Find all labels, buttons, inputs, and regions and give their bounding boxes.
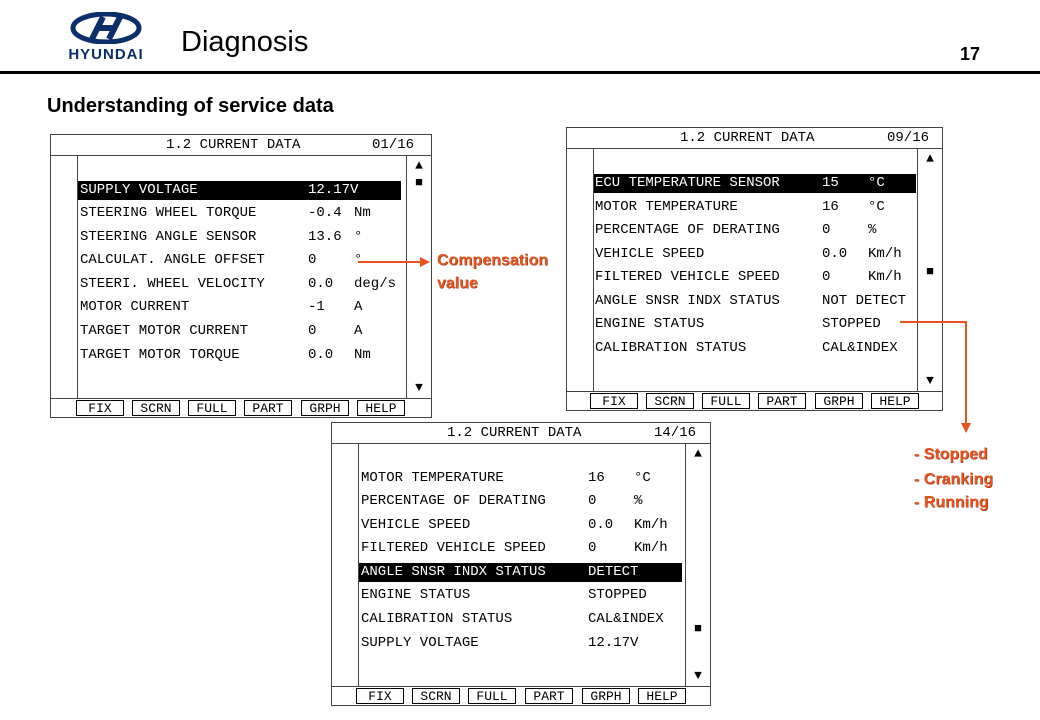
screen-title: 1.2 CURRENT DATA (680, 130, 815, 146)
row-value: CAL&INDEX (588, 611, 664, 627)
scrn-button[interactable]: SCRN (412, 688, 460, 704)
row-value: -1 (308, 299, 325, 315)
full-button[interactable]: FULL (468, 688, 516, 704)
scroll-up-arrow-icon[interactable]: ▲ (926, 151, 934, 166)
row-label: ANGLE SNSR INDX STATUS (361, 564, 546, 580)
row-unit: °C (634, 470, 651, 486)
row-value: 0 (588, 493, 597, 509)
scroll-thumb[interactable]: ■ (415, 175, 423, 190)
row-label: PERCENTAGE OF DERATING (595, 222, 780, 238)
brand-name: HYUNDAI (68, 46, 144, 63)
row-label: ENGINE STATUS (595, 316, 705, 332)
row-label: VEHICLE SPEED (595, 246, 705, 262)
row-unit: Km/h (868, 269, 902, 285)
screen-title: 1.2 CURRENT DATA (447, 425, 582, 441)
row-label: PERCENTAGE OF DERATING (361, 493, 546, 509)
row-value: 12.17V (308, 182, 359, 198)
compensation-arrow (358, 257, 430, 267)
row-unit: deg/s (354, 276, 397, 292)
row-value: 0.0 (588, 517, 614, 533)
engine-status-option-cranking: - Cranking (914, 471, 994, 488)
fix-button[interactable]: FIX (590, 393, 638, 409)
help-button[interactable]: HELP (357, 400, 405, 416)
help-button[interactable]: HELP (871, 393, 919, 409)
row-label: MOTOR TEMPERATURE (361, 470, 504, 486)
row-unit: % (634, 493, 643, 509)
row-label: TARGET MOTOR TORQUE (80, 347, 240, 363)
screen-page-indicator: 01/16 (372, 137, 415, 153)
row-value: DETECT (588, 564, 639, 580)
row-unit: % (868, 222, 877, 238)
grph-button[interactable]: GRPH (815, 393, 863, 409)
help-button[interactable]: HELP (638, 688, 686, 704)
row-label: CALIBRATION STATUS (595, 340, 747, 356)
scroll-down-arrow-icon[interactable]: ▼ (926, 373, 934, 388)
row-label: TARGET MOTOR CURRENT (80, 323, 249, 339)
row-value: 0 (308, 252, 317, 268)
row-label: FILTERED VEHICLE SPEED (595, 269, 780, 285)
scrn-button[interactable]: SCRN (646, 393, 694, 409)
row-unit: A (354, 323, 363, 339)
row-label: VEHICLE SPEED (361, 517, 471, 533)
row-value: NOT DETECT (822, 293, 907, 309)
row-value: 0 (588, 540, 597, 556)
row-value: STOPPED (822, 316, 881, 332)
engine-status-option-stopped: - Stopped (914, 446, 988, 463)
part-button[interactable]: PART (525, 688, 573, 704)
row-value: 0.0 (822, 246, 848, 262)
row-value: 16 (588, 470, 605, 486)
row-label: CALIBRATION STATUS (361, 611, 513, 627)
page-title: Diagnosis (181, 26, 309, 58)
part-button[interactable]: PART (758, 393, 806, 409)
row-value: 16 (822, 199, 839, 215)
engine-status-arrow (900, 322, 971, 433)
row-label: SUPPLY VOLTAGE (361, 635, 479, 651)
row-label: SUPPLY VOLTAGE (80, 182, 198, 198)
scroll-down-arrow-icon[interactable]: ▼ (415, 380, 423, 395)
row-value: STOPPED (588, 587, 647, 603)
row-value: 0.0 (308, 276, 334, 292)
row-unit: Km/h (634, 517, 668, 533)
compensation-note-line1: Compensation (437, 252, 549, 269)
row-value: 13.6 (308, 229, 342, 245)
section-subtitle: Understanding of service data (47, 95, 334, 117)
row-label: MOTOR TEMPERATURE (595, 199, 738, 215)
row-label: STEERING WHEEL TORQUE (80, 205, 257, 221)
screen-page-indicator: 14/16 (654, 425, 697, 441)
row-value: 0 (308, 323, 317, 339)
row-unit: Km/h (634, 540, 668, 556)
row-label: ECU TEMPERATURE SENSOR (595, 175, 780, 191)
fix-button[interactable]: FIX (356, 688, 404, 704)
row-label: FILTERED VEHICLE SPEED (361, 540, 546, 556)
screen-page-indicator: 09/16 (887, 130, 930, 146)
screen-title: 1.2 CURRENT DATA (166, 137, 301, 153)
row-label: ANGLE SNSR INDX STATUS (595, 293, 780, 309)
row-unit: ° (354, 252, 363, 268)
row-unit: Nm (354, 205, 371, 221)
row-value: 12.17V (588, 635, 639, 651)
grph-button[interactable]: GRPH (582, 688, 630, 704)
row-label: STEERI. WHEEL VELOCITY (80, 276, 265, 292)
row-unit: °C (868, 199, 885, 215)
part-button[interactable]: PART (244, 400, 292, 416)
row-label: MOTOR CURRENT (80, 299, 190, 315)
row-unit: ° (354, 229, 363, 245)
full-button[interactable]: FULL (188, 400, 236, 416)
engine-status-option-running: - Running (914, 494, 989, 511)
row-value: CAL&INDEX (822, 340, 898, 356)
row-unit: A (354, 299, 363, 315)
full-button[interactable]: FULL (702, 393, 750, 409)
row-unit: Km/h (868, 246, 902, 262)
scroll-up-arrow-icon[interactable]: ▲ (415, 158, 423, 173)
fix-button[interactable]: FIX (76, 400, 124, 416)
row-value: 0.0 (308, 347, 334, 363)
row-unit: Nm (354, 347, 371, 363)
row-value: -0.4 (308, 205, 342, 221)
row-label: ENGINE STATUS (361, 587, 471, 603)
compensation-note-line2: value (437, 275, 478, 292)
scrn-button[interactable]: SCRN (132, 400, 180, 416)
row-label: CALCULAT. ANGLE OFFSET (80, 252, 265, 268)
grph-button[interactable]: GRPH (301, 400, 349, 416)
row-unit: °C (868, 175, 885, 191)
row-value: 0 (822, 222, 831, 238)
page-number: 17 (960, 44, 981, 64)
scroll-thumb[interactable]: ■ (926, 264, 934, 279)
scroll-thumb[interactable]: ■ (694, 621, 702, 636)
scroll-up-arrow-icon[interactable]: ▲ (694, 446, 702, 461)
scroll-down-arrow-icon[interactable]: ▼ (694, 668, 702, 683)
row-label: STEERING ANGLE SENSOR (80, 229, 257, 245)
row-value: 15 (822, 175, 839, 191)
row-value: 0 (822, 269, 831, 285)
